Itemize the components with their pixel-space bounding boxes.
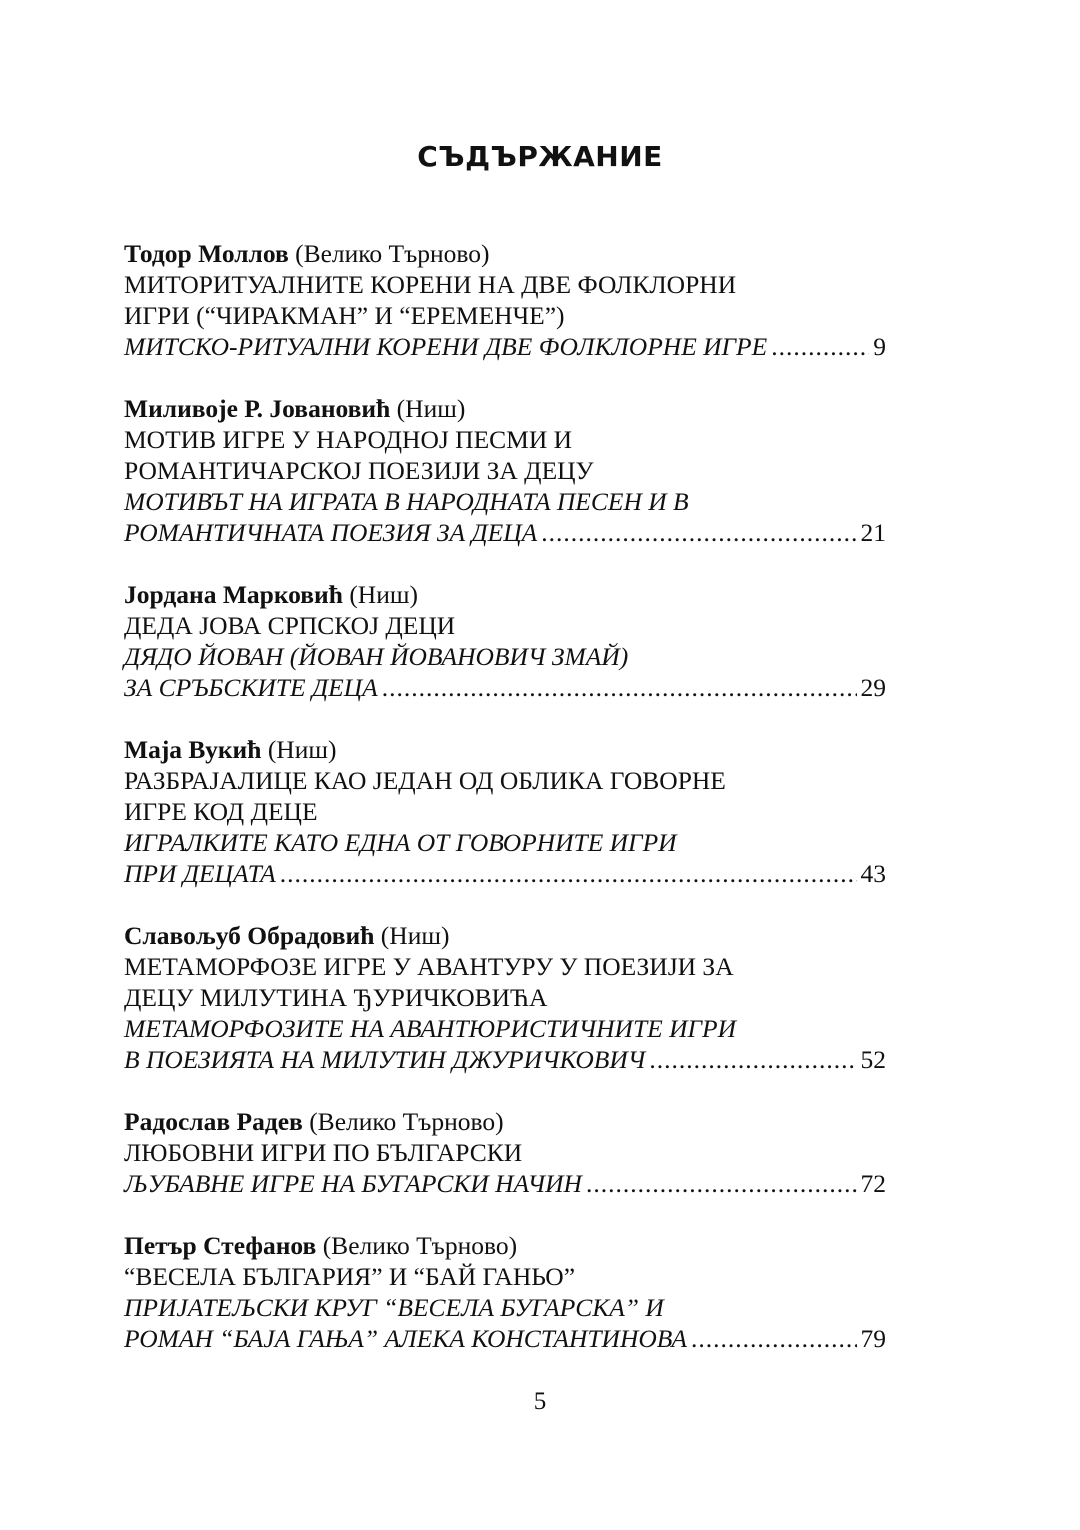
toc-page-number: 21	[860, 518, 886, 547]
toc-page-number: 72	[860, 1169, 886, 1198]
author-name: Радослав Радев	[124, 1107, 303, 1136]
page-title: СЪДЪРЖАНИЕ	[417, 140, 663, 173]
toc-entry	[124, 393, 886, 548]
toc-entry	[124, 1106, 886, 1199]
toc-page-number: 43	[860, 859, 886, 888]
toc-page-line	[124, 858, 886, 889]
author-city: (Ниш)	[342, 580, 418, 609]
dot-leader	[541, 517, 856, 548]
article-title-line: ДЕЦУ МИЛУТИНА ЂУРИЧКОВИЋА	[124, 983, 548, 1012]
toc-entry	[124, 238, 886, 362]
toc-entry	[124, 920, 886, 1075]
translated-title-line: ЉУБАВНЕ ИГРЕ НА БУГАРСКИ НАЧИН	[124, 1169, 582, 1198]
toc-page-number: 9	[873, 332, 886, 361]
translated-title-line: В ПОЕЗИЯТА НА МИЛУТИН ДЖУРИЧКОВИЧ	[124, 1045, 646, 1074]
article-title-line: РАЗБРАЈАЛИЦЕ КАО ЈЕДАН ОД ОБЛИКА ГОВОРНЕ	[124, 766, 726, 795]
author-name: Маја Вукић	[124, 735, 262, 764]
article-title-line: ЛЮБОВНИ ИГРИ ПО БЪЛГАРСКИ	[124, 1138, 523, 1167]
toc-page-line	[124, 517, 886, 548]
article-title-line: “ВЕСЕЛА БЪЛГАРИЯ” И “БАЙ ГАНЬО”	[124, 1262, 576, 1291]
article-title-line: ДЕДА ЈОВА СРПСКОЈ ДЕЦИ	[124, 611, 456, 640]
author-name: Јордана Марковић	[124, 580, 343, 609]
author-city: (Велико Търново)	[302, 1107, 504, 1136]
table-of-contents	[124, 238, 886, 1385]
page-number: 5	[533, 1388, 547, 1415]
author-line	[124, 734, 886, 765]
author-name: Тодор Моллов	[124, 239, 289, 268]
author-line	[124, 393, 886, 424]
dot-leader	[649, 1044, 856, 1075]
author-city: (Велико Търново)	[288, 239, 490, 268]
toc-page-number: 52	[860, 1045, 886, 1074]
toc-page-number: 79	[860, 1324, 886, 1353]
translated-title-line: МОТИВЪТ НА ИГРАТА В НАРОДНАТА ПЕСЕН И В	[124, 487, 689, 516]
author-name: Миливоје Р. Јовановић	[124, 394, 391, 423]
dot-leader	[771, 331, 869, 362]
translated-title-line: МИТСКО-РИТУАЛНИ КОРЕНИ ДВЕ ФОЛКЛОРНЕ ИГРЕ	[124, 332, 768, 361]
toc-page-line	[124, 1044, 886, 1075]
dot-leader	[280, 858, 857, 889]
author-name: Славољуб Обрадовић	[124, 921, 375, 950]
translated-title-line: ПРИ ДЕЦАТА	[124, 859, 276, 888]
article-title-line: ИГРИ (“ЧИРАКМАН” И “ЕРЕМЕНЧЕ”)	[124, 301, 565, 330]
translated-title-line: РОМАН “БАЈА ГАЊА” АЛЕКА КОНСТАНТИНОВА	[124, 1324, 687, 1353]
toc-page-line	[124, 672, 886, 703]
author-city: (Ниш)	[374, 921, 450, 950]
author-line	[124, 579, 886, 610]
article-title-line: МЕТАМОРФОЗЕ ИГРЕ У АВАНТУРУ У ПОЕЗИЈИ ЗА	[124, 952, 734, 981]
dot-leader	[691, 1323, 857, 1354]
toc-entry	[124, 1230, 886, 1354]
toc-page-line	[124, 1168, 886, 1199]
toc-entry	[124, 734, 886, 889]
author-city: (Ниш)	[261, 735, 337, 764]
article-title-line: РОМАНТИЧАРСКОЈ ПОЕЗИЈИ ЗА ДЕЦУ	[124, 456, 594, 485]
article-title-line: ИГРЕ КОД ДЕЦЕ	[124, 797, 318, 826]
author-line	[124, 920, 886, 951]
author-line	[124, 1230, 886, 1261]
translated-title-line: ДЯДО ЙОВАН (ЙОВАН ЙОВАНОВИЧ ЗМАЙ)	[124, 642, 629, 671]
author-name: Петър Стефанов	[124, 1231, 317, 1260]
dot-leader	[382, 672, 857, 703]
translated-title-line: ПРИЈАТЕЉСКИ КРУГ “ВЕСЕЛА БУГАРСКА” И	[124, 1293, 664, 1322]
dot-leader	[586, 1168, 857, 1199]
toc-page-number: 29	[860, 673, 886, 702]
author-city: (Велико Търново)	[316, 1231, 518, 1260]
author-city: (Ниш)	[390, 394, 466, 423]
translated-title-line: ЗА СРЪБСКИТЕ ДЕЦА	[124, 673, 378, 702]
toc-entry	[124, 579, 886, 703]
author-line	[124, 238, 886, 269]
author-line	[124, 1106, 886, 1137]
article-title-line: МИТОРИТУАЛНИТЕ КОРЕНИ НА ДВЕ ФОЛКЛОРНИ	[124, 270, 737, 299]
article-title-line: МОТИВ ИГРЕ У НАРОДНОЈ ПЕСМИ И	[124, 425, 573, 454]
translated-title-line: МЕТАМОРФОЗИТЕ НА АВАНТЮРИСТИЧНИТЕ ИГРИ	[124, 1014, 737, 1043]
toc-page-line	[124, 1323, 886, 1354]
translated-title-line: ИГРАЛКИТЕ КАТО ЕДНА ОТ ГОВОРНИТЕ ИГРИ	[124, 828, 677, 857]
toc-page-line	[124, 331, 886, 362]
translated-title-line: РОМАНТИЧНАТА ПОЕЗИЯ ЗА ДЕЦА	[124, 518, 538, 547]
